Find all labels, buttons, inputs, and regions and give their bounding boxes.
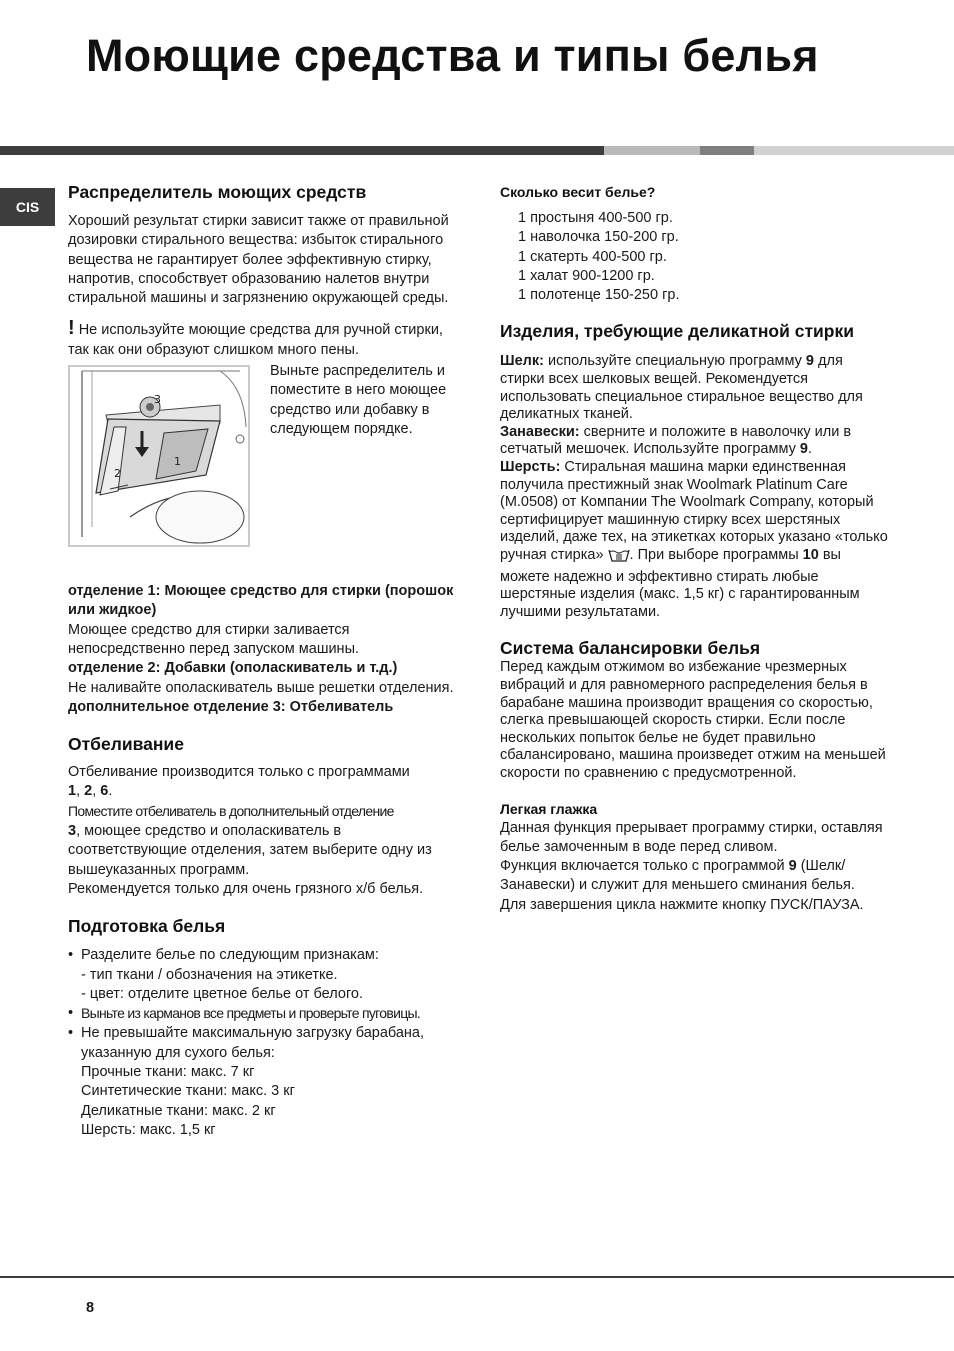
balance-heading: Система балансировки белья — [500, 638, 761, 659]
dispenser-illustration — [68, 365, 250, 547]
prep-heading: Подготовка белья — [68, 916, 226, 937]
list-item: 1 полотенце 150-250 гр. — [518, 287, 680, 304]
bleach-line-1: Отбеливание производится только с программами — [68, 764, 410, 781]
separator: , — [76, 783, 85, 800]
header-band-dark — [0, 146, 604, 155]
list-item: 1 наволочка 150-200 гр. — [518, 229, 679, 246]
warning-icon: ! — [68, 317, 75, 340]
silk-label: Шелк: — [500, 353, 544, 370]
bleach-heading: Отбеливание — [68, 734, 184, 755]
dispenser-warning — [68, 317, 456, 360]
load-line: Шерсть: макс. 1,5 кг — [81, 1121, 216, 1138]
compartment-2-text: Не наливайте ополаскиватель выше решетки отделения. — [68, 679, 454, 696]
ironing-body — [500, 819, 890, 915]
silk-text: используйте специальную программу — [543, 353, 806, 370]
prep-item-1: Разделите белье по следующим признакам: — [81, 947, 379, 964]
compartment-2-title: отделение 2: Добавки (ополаскиватель и т.д.) — [68, 660, 398, 677]
warning-text: Не используйте моющие средства для ручной стирки, так как они образуют слишком много пены. — [68, 322, 443, 358]
compartment-1-text: Моющее средство для стирки заливается непосредственно перед запуском машины. — [68, 621, 360, 657]
compartments-block — [68, 582, 456, 717]
wool-text: . При выборе программы — [629, 547, 803, 564]
wool-label: Шерсть: — [500, 459, 561, 476]
bleach-program-2: 2 — [84, 783, 93, 800]
compartment-label-1: 1 — [174, 455, 181, 469]
hand-wash-icon — [608, 547, 630, 569]
ironing-program: 9 — [788, 858, 797, 875]
page-number: 8 — [86, 1300, 95, 1316]
bleach-program-1: 1 — [68, 783, 77, 800]
bleach-programs — [68, 782, 456, 801]
compartment-label-2: 2 — [114, 467, 121, 481]
left-column — [68, 180, 456, 1140]
load-line: Прочные ткани: макс. 7 кг — [81, 1064, 255, 1081]
right-column — [500, 183, 890, 915]
bleach-line-3: Рекомендуется только для очень грязного х/б белья. — [68, 880, 424, 897]
bleach-body — [68, 763, 456, 899]
list-item — [68, 1004, 456, 1024]
prep-item-3: Не превышайте максимальную загрузку барабана, указанную для сухого белья: — [81, 1025, 425, 1061]
curtains-text: сверните и положите в наволочку или в сетчатый мешочек. Используйте программу — [500, 423, 852, 458]
wool-text: вы можете надежно и эффективно стирать любые шерстяные изделия (макс. 1,5 кг) с гарантированным лучшими результатами. — [500, 547, 860, 620]
ironing-heading: Легкая глажка — [500, 800, 598, 817]
prep-list — [68, 946, 456, 1140]
curtains-paragraph — [500, 424, 890, 459]
prep-item-1-sub-2: - цвет: отделите цветное белье от белого. — [81, 985, 364, 1002]
wool-text: Стиральная машина марки единственная получила престижный знак Woolmark Platinum Care (M.0508) от Компании The Woolmark Company, который сертифицирует машинную стирку всех шерстяных изделий, даже тех, на этикетках которых указано «только ручная стирка» — [500, 459, 888, 564]
curtains-label: Занавески: — [500, 423, 580, 440]
ironing-text: (Шелк/Занавески) и служит для меньшего сминания белья. — [500, 858, 855, 894]
silk-text: для стирки всех шелковых вещей. Рекомендуется использовать специальное стиральное вещество для деликатных тканей. — [500, 353, 863, 423]
header-band-light — [604, 146, 700, 155]
compartment-3-title: дополнительное отделение 3: Отбеливатель — [68, 698, 394, 715]
weights-heading: Сколько весит белье? — [500, 184, 656, 200]
list-item — [68, 1024, 456, 1140]
weights-list — [500, 209, 890, 305]
curtains-text: . — [807, 441, 812, 458]
bleach-line-2b: , моющее средство и ополаскиватель в соответствующие отделения, затем выберите одну из вышеуказанных программ. — [68, 823, 432, 878]
ironing-line-1: Данная функция прерывает программу стирки, оставляя белье замоченным в воде перед сливом. — [500, 819, 883, 855]
curtains-program: 9 — [799, 441, 808, 458]
bleach-line-2 — [68, 802, 456, 880]
dispenser-intro: Хороший результат стирки зависит также от правильной дозировки стирального вещества: избыток стирального вещества не гарантирует более эффективную стирку, напротив, способствует образованию налетов внутри стиральной машины и загрязнению окружающей среды. — [68, 213, 449, 307]
separator: , — [92, 783, 101, 800]
silk-paragraph — [500, 353, 890, 423]
wool-paragraph — [500, 459, 890, 621]
load-line: Синтетические ткани: макс. 3 кг — [81, 1083, 295, 1100]
compartment-label-3: 3 — [154, 393, 161, 407]
header-band-mid — [700, 146, 754, 155]
language-tab: CIS — [0, 188, 55, 226]
dispenser-figure-block — [68, 362, 456, 552]
compartment-1-title: отделение 1: Моющее средство для стирки (порошок или жидкое) — [68, 583, 454, 619]
page-title: Моющие средства и типы белья — [86, 30, 819, 81]
balance-text: Перед каждым отжимом во избежание чрезмерных вибраций и для равномерного распределения белья в барабане машина производит вращения со скоростью, слегка превышающей скорость стирки. Если после нескольких попыток белье не будет правильно сбалансировано, машина произведет отжим на меньшей скорости по сравнению с предусмотренной. — [500, 659, 886, 781]
figure-caption: Выньте распределитель и поместите в него моющее средство или добавку в следующем порядке. — [270, 363, 447, 437]
list-item: 1 скатерть 400-500 гр. — [518, 248, 667, 265]
bleach-line-2a: Поместите отбеливатель в дополнительный отделение — [68, 802, 394, 819]
bleach-compartment-num: 3 — [68, 823, 77, 840]
detergent-drawer-drawing — [70, 367, 248, 545]
list-item: 1 простыня 400-500 гр. — [518, 210, 673, 226]
footer-rule — [0, 1276, 954, 1278]
period: . — [108, 783, 113, 800]
bleach-program-6: 6 — [100, 783, 109, 800]
prep-item-1-sub-1: - тип ткани / обозначения на этикетке. — [81, 966, 338, 983]
list-item — [68, 946, 456, 1004]
list-item: 1 халат 900-1200 гр. — [518, 267, 655, 284]
header-band-light-end — [754, 146, 954, 155]
ironing-text: Функция включается только с программой — [500, 858, 789, 875]
ironing-line-2 — [500, 857, 890, 896]
prep-item-2: Выньте из карманов все предметы и проверьте пуговицы. — [81, 1005, 421, 1022]
delicate-body — [500, 353, 890, 621]
delicate-heading: Изделия, требующие деликатной стирки — [500, 321, 854, 342]
dispenser-heading: Распределитель моющих средств — [68, 182, 367, 202]
load-line: Деликатные ткани: макс. 2 кг — [81, 1102, 276, 1119]
ironing-line-3: Для завершения цикла нажмите кнопку ПУСК/ПАУЗА. — [500, 896, 864, 913]
wool-program: 10 — [802, 547, 819, 564]
silk-program: 9 — [805, 353, 814, 370]
